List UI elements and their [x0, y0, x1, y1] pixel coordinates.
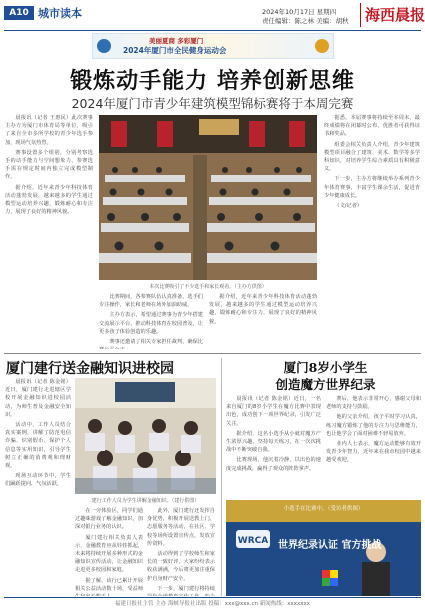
lead-paragraph: 据悉，本届赛事将持续至本周末，最终成绩将在闭幕时公布，优胜者可获得证书和奖品。 [324, 115, 420, 138]
banner-sun-icon [315, 39, 329, 53]
story2-paragraph: 活动得到了学校师生和家长的一致好评，大家纷纷表示收获满满，今后将更加注重保护自身财产安全。 [147, 551, 215, 582]
story3-headline-line2: 创造魔方世界纪录 [275, 377, 376, 392]
lead-paragraph: 下一步，主办方将继续举办系列青少年体育赛事，丰富学生课余生活，促进青少年健康成长。 [324, 176, 420, 199]
banner-slogan: 美丽夏商 多彩厦门 [149, 37, 204, 45]
story2-photo-caption: 建行工作人员为学生讲解金融知识。（建行供图） [91, 498, 200, 504]
story2-paragraph: 活动中，工作人员结合真实案例，讲解了防范电信诈骗、识别假币、保护个人信息等实用知识，引导学生树立正确的消费观和理财观。 [5, 422, 71, 470]
lead-column-2 [99, 293, 203, 349]
banner-emblem-icon [97, 39, 111, 53]
lead-paragraph: 比赛期间，各参赛队伍认真准备，选手们专注操作，家长和老师在场外加油助威。 [99, 294, 203, 309]
lead-column-3 [209, 293, 317, 349]
column-divider [221, 358, 222, 596]
lead-paragraph: 主办方表示，希望通过赛事为青少年搭建交流展示平台，推动科技体育在校园普及，让更多孩子体验创造的乐趣。 [99, 312, 203, 335]
lead-headline: 锻炼动手能力 培养创新思维 [70, 68, 355, 94]
story3-column-1 [226, 395, 321, 495]
story2-paragraph: 下一步，厦门建行将持续 [157, 585, 215, 592]
lead-paragraph: 组委会相关负责人介绍，青少年建筑模型项目融合了建筑、美术、数学等多学科知识，对培养学生综合素质具有积极意义。 [324, 141, 420, 173]
record-banner-text: 世界纪录认证 官方挑战 [278, 540, 382, 551]
svg-text:WRCA: WRCA [237, 536, 269, 546]
lead-photo-caption: 本次比赛吸引了不少选手和家长观看。（主办方供图） [149, 284, 267, 290]
story2-paragraph: 在一旁体验区，同学们通过趣味游戏了解金融知识，加深对银行业务的认识。 [75, 508, 143, 531]
editor-credit: 责任编辑：陈之林 美编：胡秋 [262, 17, 349, 25]
event-banner [92, 33, 334, 59]
lead-paragraph: 据介绍，近年来青少年科技体育活动蓬勃发展，越来越多的学生通过模型运动培养兴趣，锻炼耐心和专注力，展现了良好的精神风貌。 [5, 184, 93, 216]
classroom-illustration [75, 378, 216, 494]
lead-paragraph: 赛事设置多个组别，分别考察选手的动手能力与空间想象力，参赛选手需在规定时间内独立完成模型制作。 [5, 149, 93, 181]
story3-paragraph: 赛后，他表示非常开心，感谢父母和老师的支持与鼓励。 [326, 396, 421, 411]
story2-paragraph: 晨报讯（记者 陈金铭）近日，厦门建行走进辖区学校开展金融知识进校园活动，为师生普及金融安全知识。 [5, 379, 71, 418]
story3-photo [226, 500, 421, 596]
lead-photo [99, 115, 317, 280]
section-title: 城市读本 [38, 7, 82, 20]
issue-date: 2024年10月17日 星期四 [262, 8, 337, 16]
banner-event-title: 2024年厦门市全民健身运动会 [123, 46, 227, 55]
lead-column-4 [324, 114, 420, 348]
story3-paragraph: 业内人士表示，魔方运动能够有效开发青少年智力，近年来在我市校园中越来越受欢迎。 [326, 441, 421, 464]
page-header [0, 0, 425, 30]
story3-paragraph: 晨报讯（记者 陈金铭）近日，一名来自厦门的8岁小学生在魔方比赛中表现出色，成功创下一项世界纪录，引发广泛关注。 [226, 396, 321, 427]
story3-paragraph: 比赛现场，他沉着冷静，以出色的速度完成挑战，赢得了观众的阵阵掌声。 [226, 457, 321, 472]
story2-paragraph: 厦门建行相关负责人表示，金融教育应从娃娃抓起，未来将持续开展多种形式的金融知识宣传活动，让金融知识走进更多校园和家庭。 [75, 534, 143, 574]
lead-byline: （文/记者） [334, 203, 363, 210]
lead-paragraph: 赛事还邀请了相关专家担任裁判，确保比 [109, 339, 203, 346]
story3-paragraph: 据介绍，这名小选手从小就对魔方产生浓厚兴趣，坚持每天练习，在一次次挑战中不断突破自我。 [226, 430, 321, 454]
story2-headline: 厦门建行送金融知识进校园 [6, 361, 174, 377]
lead-paragraph: 据介绍，近年来青少年科技体育活动蓬勃发展，越来越多的学生通过模型运动培养兴趣，锻炼耐心和专注力，展现了良好的精神风貌。 [209, 294, 317, 325]
story2-paragraph: 据了解，该行已累计开展相关公益活动数十场，受益师 [75, 577, 143, 592]
story2-photo [75, 378, 216, 494]
story2-column-2 [75, 507, 143, 596]
story2-paragraph: 现场互动环节中，学生们踊跃提问，气氛活跃。 [5, 473, 71, 488]
story3-paragraph: 他的父亲介绍，孩子平时学习认真，练习魔方锻炼了他的专注力与思维能力，也让他学会了面对困难不轻易放弃。 [326, 414, 421, 437]
story3-photo-caption: 小选手在比赛中。（受访者供图） [283, 506, 364, 512]
page-footer: 福建日报社主管 主办 海峡导报社出版 投稿：xxx@xxx.cn 新闻热线：xxxxxxx [114, 601, 311, 607]
competition-hall-illustration [99, 115, 317, 280]
lead-column-1 [5, 114, 93, 348]
story2-column-1 [5, 378, 71, 596]
lead-subhead: 2024年厦门市青少年建筑模型锦标赛将于本周完赛 [71, 96, 354, 111]
page-number: A10 [4, 6, 34, 20]
story2-column-3 [147, 507, 215, 596]
story3-column-2 [326, 395, 421, 495]
footer-rule [4, 597, 421, 598]
lead-paragraph: 晨报讯（记者 王惠民）此次赛事主办方为厦门市体育局等单位，吸引了来自全市多所学校的青少年选手参加，现场气氛热烈。 [5, 115, 93, 146]
header-rule [4, 30, 421, 31]
story3-headline-line1: 厦门8岁小学生 [283, 360, 368, 375]
section-divider [4, 353, 421, 354]
story2-paragraph: 此外，厦门建行还发挥自身优势，积极开展送教上门、志愿服务等活动，在社区、学校等场所设置宣传点，发放宣传资料。 [147, 508, 215, 547]
newspaper-logo: 海西晨报 [360, 3, 425, 27]
